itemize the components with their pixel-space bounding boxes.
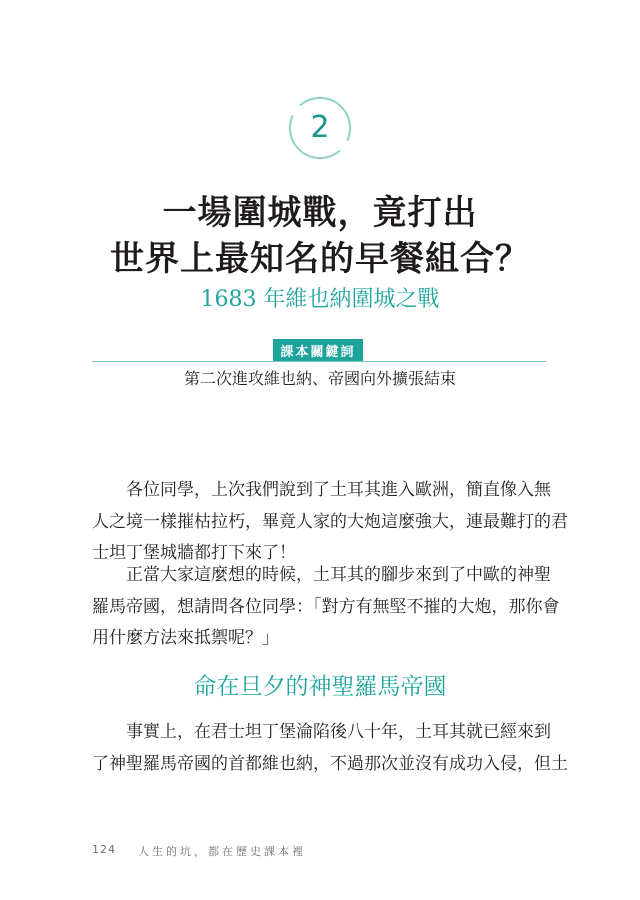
chapter-title-line-1: 一場圍城戰，竟打出 [162,193,478,233]
body-paragraph-2 [92,560,560,655]
page-number: 124 [92,843,116,856]
page-footer [92,843,306,859]
paragraph-line: 各位同學，上次我們說到了土耳其進入歐洲，簡直像入無 [126,480,551,500]
paragraph-line: 士坦丁堡城牆都打下來了！ [92,543,296,563]
chapter-title-line-2: 世界上最知名的早餐組合？ [110,239,530,279]
chapter-number: 2 [310,110,330,145]
body-paragraph-1 [92,475,568,570]
keyword-label: 課本關鍵詞 [273,339,363,361]
chapter-subtitle: 1683 年維也納圍城之戰 [200,287,440,312]
paragraph-line: 了神聖羅馬帝國的首都維也納，不過那次並沒有成功入侵，但土 [92,753,568,774]
paragraph-line: 事實上，在君士坦丁堡淪陷後八十年，土耳其就已經來到 [126,722,551,742]
paragraph-line: 羅馬帝國，想請問各位同學：「對方有無堅不摧的大炮，那你會 [92,596,560,617]
section-heading: 命在旦夕的神聖羅馬帝國 [193,674,447,700]
keyword-divider [92,361,546,362]
paragraph-line: 人之境一樣摧枯拉朽，畢竟人家的大炮這麼強大，連最難打的君 [92,511,568,532]
chapter-number-badge [289,97,351,159]
keyword-text: 第二次進攻維也納、帝國向外擴張結束 [183,369,456,388]
running-book-title: 人生的坑，都在歷史課本裡 [138,845,306,858]
paragraph-line: 用什麼方法來抵禦呢？」 [92,628,279,648]
body-paragraph-3 [92,717,568,780]
paragraph-line: 正當大家這麼想的時候，土耳其的腳步來到了中歐的神聖 [126,565,551,585]
